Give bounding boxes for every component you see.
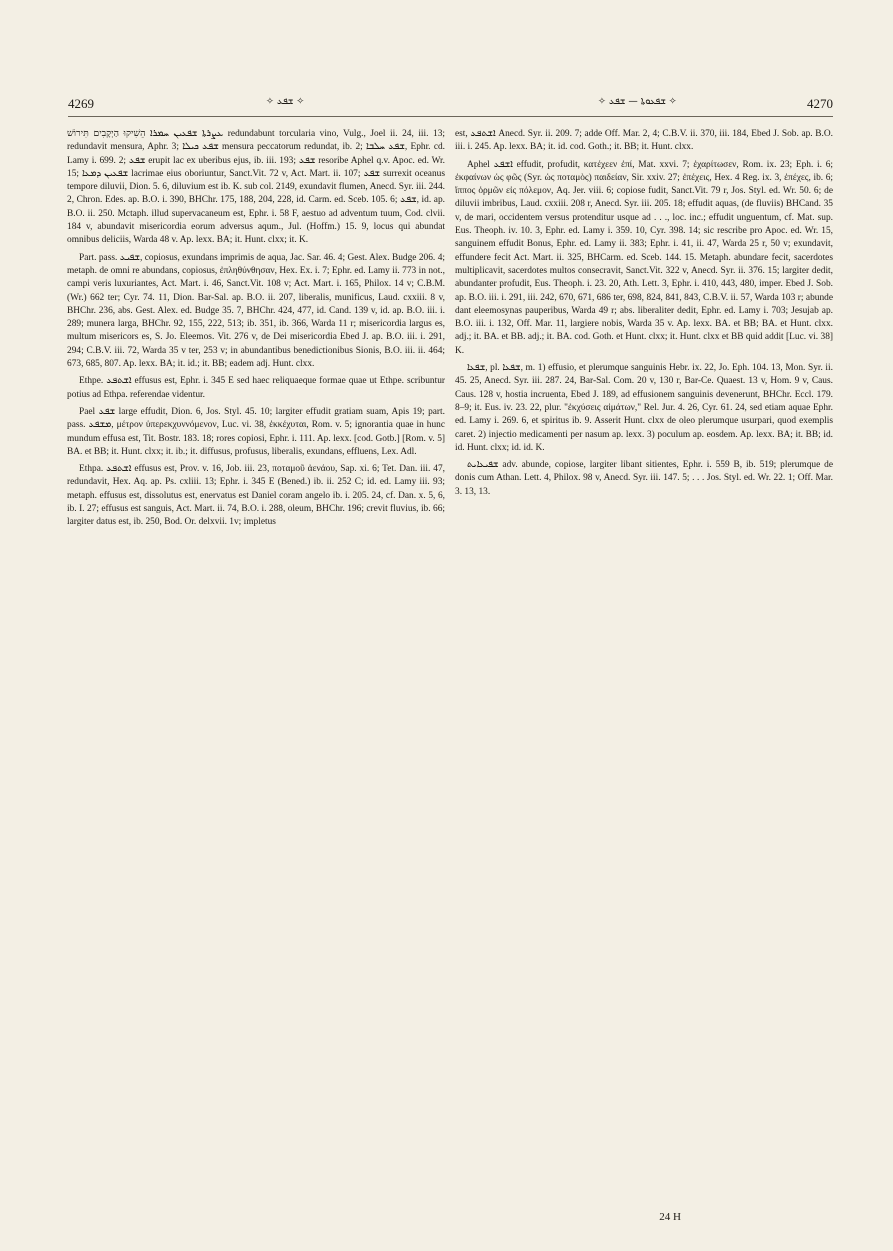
entry-paragraph: Part. pass. ܫܦܝܥ, copiosus, exundans imprimis de aqua, Jac. Sar. 46. 4; Gest. Alex. Budge 206. 4; metaph. de omni re abundans, copiosus, ἐπληθύνθησαν, Hex. Ex. i. 7; Ephr. ed. Lamy ii. 773 in not., campi veris luxuriantes, Act. Mart. i. 46, Sanct.Vit. 108 v; Act. Mart. i. 165, Philox. 14 v; C.B.M. (Wr.) 662 ter; Cyr. 74. 11, Dion. Bar-Sal. ap. B.O. ii. 207, liberalis, munificus, Laud. cxxiii. 8 v, BHChr. 236, abs. Gest. Alex. ed. Budge 35. 7, BHChr. 424, 477, id. Cand. 139 v, id. ap. B.O. iii. i. 289; munera larga, BHChr. 92, 155, 222, 513; ib. 351, ib. 366, Warda 11 r; misericordia largus es, multum misericors es, S. Jo. Eleemos. Vit. 276 v, de Dei misericordia Ebed J. ap. B.O. iii. i. 291, 294; C.B.V. iii. 72, Warda 35 v ter, 253 v; in abundantibus benedictionibus Sionis, B.O. iii. ii. 464; 673, 685, 807. Ap. lexx. BA; it. id.; it. BB; eadem adj. Hunt. clxx. xyxy=(67,252,445,370)
entry-paragraph: Pael ܫܦܥ large effudit, Dion. 6, Jos. Styl. 45. 10; largiter effudit gratiam suam, Apis 19; part. pass. ܡܫܦܥ, μέτρον ὑπερεκχυννόμενον, Luc. vi. 38, ἐκκέχυται, Rom. v. 5; ignorantia quae in hunc mundum effusa est, Tit. Bostr. 183. 18; rores copiosi, Ephr. i. 111. Ap. lexx. [cod. Gotb.] [Rom. v. 5] BA. et BB; it. Hunt. clxx; it. ib.; it. diffusus, profusus, liberalis, exundans, effluens, Lex. Adl. xyxy=(67,406,445,457)
entry-paragraph: ܥܨܪܬܐ ܫܦܥܝܢ ܚܡܪܐ הֵשִׁיקוּ הַיְקָבִים תִּירוֹשׁ redundabunt torcularia vino, Vulg., Joel ii. 24, iii. 13; redundavit mensura, Aphr. 3; ܫܦܥ ܟܝܠܐ mensura peccatorum redundat, ib. 2; ܫܦܥ ܚܠܒܐ, Ephr. cd. Lamy i. 699. 2; ܫܦܥ erupit lac ex uberibus ejus, ib. iii. 193; ܫܦܥ resoribe Aphel q.v. Apoc. ed. Wr. 15; ܫܦܥܝܢ ܕܡܥܐ lacrimae eius oboriuntur, Sanct.Vit. 72 v, Act. Mart. ii. 107; ܫܦܥ surrexit oceanus tempore diluvii, Dion. 5. 6, diluvium est ib. K. sub col. 2149, exundavit flumen, Anecd. Syr. iii. 244. 2, Chron. Edes. ap. B.O. i. 390, BHChr. 175, 188, 204, 228, id. Carm. ed. Sceb. 105. 6; ܫܦܥ, id. ap. B.O. ii. 250. Mctaph. illud supervacaneum est, Ephr. i. 58 F, aestuo ad adventum tuum, Cod. clvii. 184 v, abundavit misericordia eorum adversus aqum., Jul. (Hoffm.) 15. 9, locus qui abundat omnibus deliciis, Warda 48 v. Ap. lexx. BA; it. Hunt. clxx; it. K. xyxy=(67,129,445,246)
entry-paragraph: Ethpe. ܐܫܬܦܥ effusus est, Ephr. i. 345 E sed haec reliquaeque formae quae ut Ethpe. scribuntur potius ad Ethpa. referendae videntur. xyxy=(67,376,445,400)
left-column xyxy=(67,128,445,1208)
entry-paragraph: Ethpa. ܐܫܬܦܥ effusus est, Prov. v. 16, Job. iii. 23, ποταμοῦ ἀενάου, Sap. xi. 6; Tet. Dan. iii. 47, redundavit, Hex. Aq. ap. Ps. cxliii. 13; Ephr. i. 345 E (Bened.) ib. ii. 252 C; id. ed. Lamy iii. 93; metaph. effusus est, dissolutus est, enervatus est Daniel coram angelo ib. i. 205. 24, cf. Dan. x. 5, 6, ib. I. 27; effusus est sanguis, Act. Mart. ii. 74, B.O. i. 288, oleum, BHChr. 196; crevit fluvius, ib. 66; largiter datus est, ib. 250, Bod. Or. delxvii. 1v; impletus xyxy=(67,464,445,528)
page-number-right: 4270 xyxy=(807,96,833,111)
header-rule xyxy=(68,116,833,117)
entry-paragraph: ܫܦܥܐ, pl. ܫܦܥܐ, m. 1) effusio, et plerumque sanguinis Hebr. ix. 22, Jo. Eph. 104. 13, Mon. Syr. ii. 45. 25, Anecd. Syr. iii. 287. 24, Bar-Sal. Com. 20 v, 130 r, Bar-Ce. Quaest. 13 v, Hom. 9 v, Caus. Caus. 128 v, hostia incruenta, Ebed J. 189, ad effusionem sanguinis devenerunt, BHChr. Eccl. 179. 8–9; it. Eus. iv. 23. 22, plur. "ἐκχύσεις αἱμάτων," Rel. Jur. 4. 26, Cyr. 61. 24, sed etiam aquae Ephr. ed. Lamy i. 269. 6, et spiritus ib. 9. Asserit Hunt. clxx de oleo plerumque usurpari, quod exemplis caret. 2) injectio medicamenti per nasum ap. lexx. 3) poculum ap. eosdem. Ap. lexx. BA; it. BB; id. id. Hunt. clxx; id. id. K. xyxy=(455,363,833,453)
entry-paragraph: est, ܐܫܬܦܥ Anecd. Syr. ii. 209. 7; adde Off. Mar. 2, 4; C.B.V. ii. 370, iii. 184, Ebed J. Sob. ap. B.O. iii. i. 245. Ap. lexx. BA; it. id. cod. Goth.; it. BB; it. Hunt. clxx. xyxy=(455,129,833,153)
running-headword-left: ✧ ܫܦܥ ✧ xyxy=(266,96,305,107)
right-column xyxy=(455,128,833,1208)
entry-paragraph: ܫܦܝܥܐܝܬ adv. abunde, copiose, largiter libant sitientes, Ephr. i. 559 B, ib. 519; plerumque de donis cum Athan. Lett. 4, Philox. 98 v, Anecd. Syr. iii. 147. 5; . . . Jos. Styl. ed. Wr. 22. 1; Off. Mar. 3. 13, 13. xyxy=(455,460,833,497)
signature-mark: 24 H xyxy=(659,1211,681,1223)
running-headword-right: ✧ ܫܦܥܘܬܐ — ܫܦܥ ✧ xyxy=(598,96,677,107)
entry-paragraph: Aphel ܐܫܦܥ effudit, profudit, κατέχεεν ἐπί, Mat. xxvi. 7; ἐχαρίτωσεν, Rom. ix. 23; Eph. i. 6; ἐκφαίνων ὡς φῶς (Syr. ὡς ποταμὸς) παιδείαν, Sir. xxiv. 27; ἐπέχεις, Hex. 4 Reg. ix. 3, ἐπέχες, ib. 6; ἵππος ὁρμῶν εἰς πόλεμον, Aq. Jer. viii. 6; copiose fudit, Sanct.Vit. 79 r, Jos. Styl. ed. Wr. 50. 6; de diluvii imbribus, Laud. cxxiii. 208 r, Anecd. Syr. iii. 205. 18; effudit aquas, (de fluviis) BHCand. 35 v, de mari, occidentem versus protenditur usque ad . . ., loc. inc.; effudit unguentum, cf. Mat. sup. Eus. Theoph. iv. 10. 3, Ephr. ed. Lamy i. 359. 10, Cyr. 398. 14; sic rescribe pro Apoc. ed. Wr. 15, sanguinem effudit Bonus, Ephr. ed. Lamy ii. 383; Ephr. i. 41, ii. 47, Warda 25 r, 50 v; exundavit, effundere fecit Act. Mart. ii. 325, BHCarm. ed. Sceb. 144. 15. Metaph. abundare fecit, sacerdotes multiplicavit, sacerdotes multos consecravit, Sanct.Vit. 322 v, Anecd. Syr. ii. 376. 15; largiter dedit, abundanter profudit, Eus. Theoph. i. 23. 20, Ath. Lett. 3, Ephr. i. 410, 443, 480, imper. Ebed J. Sob. ap. B.O. iii. i. 291, iii. 242, 670, 671, 686 ter, 698, 824, 841, 843, C.B.V. ii. 57, Warda 103 r; abunde dant eleemosynas pauperibus, Warda 49 r; abs. liberaliter dedit, Ephr. ed. Lamy i. 703; Jesujab ap. B.O. iii. i. 132, Off. Mar. 11, largiere nobis, Warda 35 v. Ap. lexx. BA. et BB; BA. et Hunt. clxx. adj.; it. BA. et BB. adj.; it. BA. cod. Goth. et Hunt. clxx; it. Hunt. clxx et BB quid addit [Luc. vi. 38] K. xyxy=(455,159,833,356)
page-number-left: 4269 xyxy=(68,96,94,111)
